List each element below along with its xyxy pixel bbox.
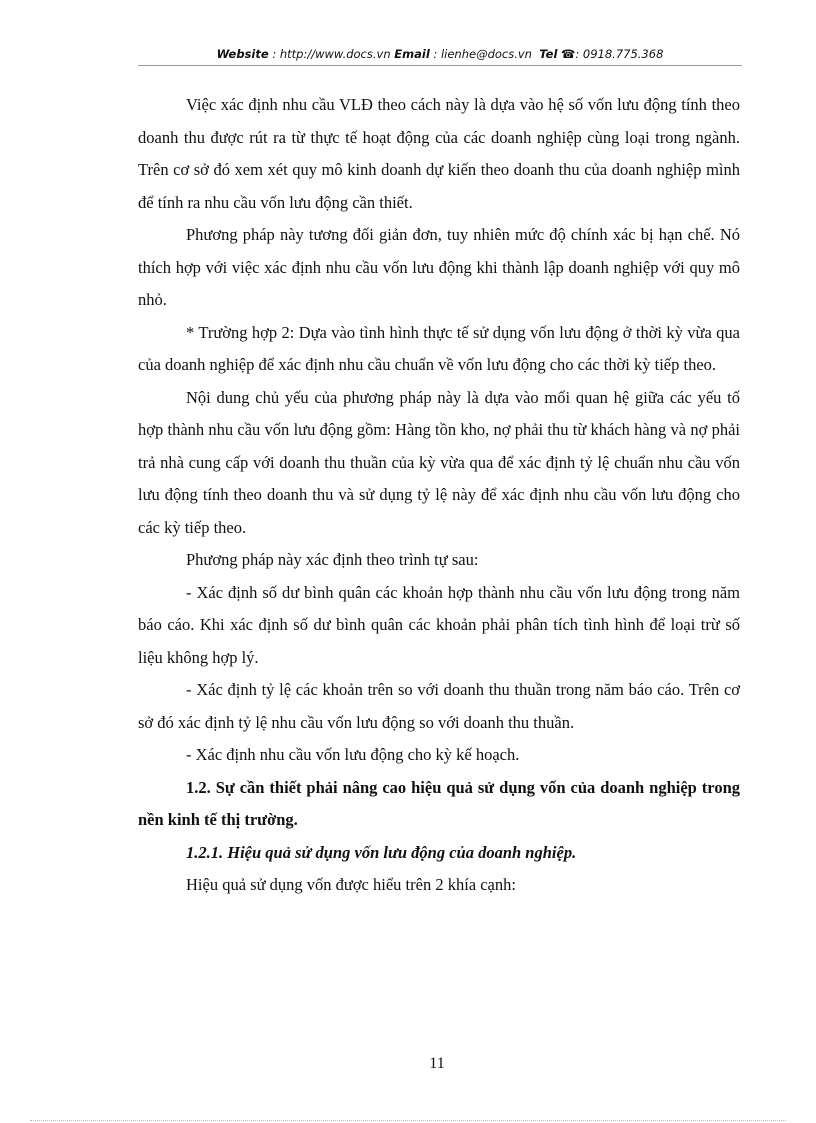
paragraph: - Xác định nhu cầu vốn lưu động cho kỳ kế hoạch. (186, 745, 520, 764)
paragraph: - Xác định tỷ lệ các khoản trên so với doanh thu thuần trong năm báo cáo. Trên cơ sở đó xác định tỷ lệ nhu cầu vốn lưu động so với doanh thu thuần. (138, 680, 740, 732)
paragraph: Việc xác định nhu cầu VLĐ theo cách này là dựa vào hệ số vốn lưu động tính theo doanh thu được rút ra từ thực tế hoạt động của các doanh nghiệp cùng loại trong ngành. Trên cơ sở đó xem xét quy mô kinh doanh dự kiến theo doanh thu của doanh nghiệp mình để tính ra nhu cầu vốn lưu động cần thiết. (138, 95, 740, 212)
tel-value: : 0918.775.368 (575, 47, 664, 61)
email-value: : lienhe@docs.vn (429, 47, 536, 61)
paragraph: Phương pháp này xác định theo trình tự sau: (186, 550, 479, 569)
document-body (138, 89, 740, 902)
section-heading: 1.2. Sự cần thiết phải nâng cao hiệu quả sử dụng vốn của doanh nghiệp trong nền kinh tế thị trường. (138, 777, 740, 829)
header-divider (138, 65, 742, 66)
subsection-heading: 1.2.1. Hiệu quả sử dụng vốn lưu động của doanh nghiệp. (186, 842, 577, 862)
email-label: Email (394, 47, 430, 61)
website-label: Website (216, 47, 269, 61)
paragraph: * Trường hợp 2: Dựa vào tình hình thực tế sử dụng vốn lưu động ở thời kỳ vừa qua của doanh nghiệp để xác định nhu cầu chuẩn về vốn lưu động cho các thời kỳ tiếp theo. (138, 322, 740, 374)
footer-divider (30, 1120, 786, 1121)
paragraph: Phương pháp này tương đối giản đơn, tuy nhiên mức độ chính xác bị hạn chế. Nó thích hợp với việc xác định nhu cầu vốn lưu động khi thành lập doanh nghiệp với quy mô nhỏ. (138, 225, 740, 309)
phone-icon: ☎ (561, 47, 576, 61)
paragraph: - Xác định số dư bình quân các khoản hợp thành nhu cầu vốn lưu động trong năm báo cáo. Khi xác định số dư bình quân các khoản phải phân tích tình hình để loại trừ số liệu không hợp lý. (138, 582, 740, 667)
paragraph: Hiệu quả sử dụng vốn được hiểu trên 2 khía cạnh: (186, 875, 516, 894)
tel-label: Tel (539, 47, 558, 61)
website-value: : http://www.docs.vn (268, 47, 395, 61)
page-header (138, 47, 742, 61)
page-number: 11 (429, 1055, 445, 1072)
paragraph: Nội dung chủ yếu của phương pháp này là dựa vào mối quan hệ giữa các yếu tố hợp thành nhu cầu vốn lưu động gồm: Hàng tồn kho, nợ phải thu từ khách hàng và nợ phải trả nhà cung cấp với doanh thu thuần của kỳ vừa qua để xác định tỷ lệ chuẩn nhu cầu vốn lưu động tính theo doanh thu và sử dụng tỷ lệ này để xác định nhu cầu vốn lưu động cho các kỳ tiếp theo. (138, 387, 740, 537)
